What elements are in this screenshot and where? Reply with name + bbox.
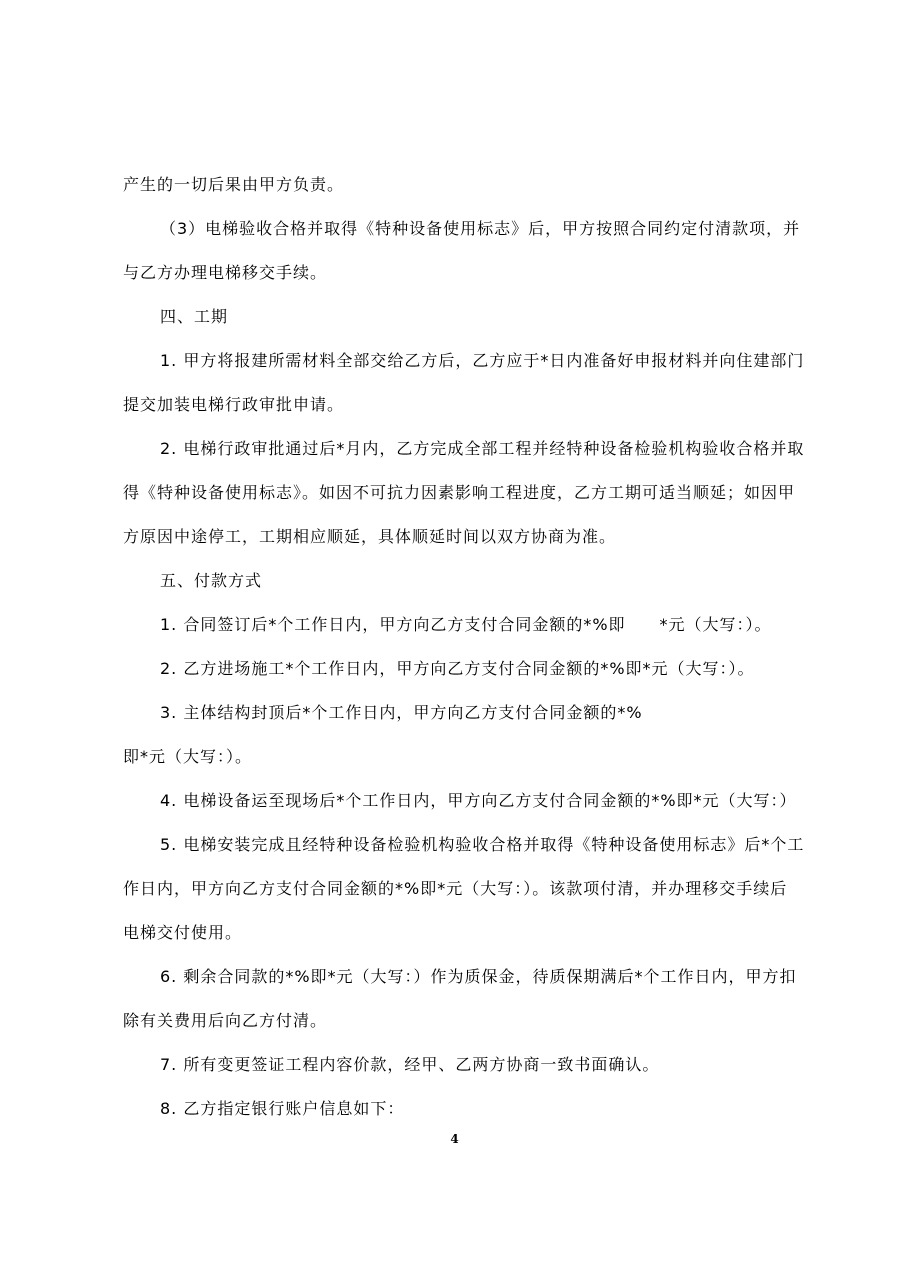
text-line: 五、付款方式 [160,571,263,590]
text-line: 2. 乙方进场施工*个工作日内，甲方向乙方支付合同金额的*%即*元（大写：）。 [160,659,755,678]
text-line: 产生的一切后果由甲方负责。 [123,175,345,194]
text-line: 除有关费用后向乙方付清。 [123,1011,328,1030]
text-line: 1. 合同签订后*个工作日内，甲方向乙方支付合同金额的*%即 *元（大写：）。 [160,615,772,634]
text-line: 6. 剩余合同款的*%即*元（大写：）作为质保金，待质保期满后*个工作日内，甲方扣 [160,967,797,986]
text-line: 7. 所有变更签证工程内容价款，经甲、乙两方协商一致书面确认。 [160,1055,660,1074]
page-number: 4 [450,1132,459,1146]
text-line: 3. 主体结构封顶后*个工作日内，甲方向乙方支付合同金额的*% [160,703,643,722]
text-line: 电梯交付使用。 [123,923,243,942]
text-line: 4. 电梯设备运至现场后*个工作日内，甲方向乙方支付合同金额的*%即*元（大写：） [160,791,797,810]
text-line: 即*元（大写：）。 [123,747,253,766]
text-line: 提交加装电梯行政审批申请。 [123,395,345,414]
text-line: 方原因中途停工，工期相应顺延，具体顺延时间以双方协商为准。 [123,527,617,546]
text-line: 与乙方办理电梯移交手续。 [123,263,328,282]
text-line: （3）电梯验收合格并取得《特种设备使用标志》后，甲方按照合同约定付清款项，并 [160,219,801,238]
text-line: 5. 电梯安装完成且经特种设备检验机构验收合格并取得《特种设备使用标志》后*个工 [160,835,805,854]
text-line: 2. 电梯行政审批通过后*月内，乙方完成全部工程并经特种设备检验机构验收合格并取 [160,439,805,458]
text-line: 8. 乙方指定银行账户信息如下： [160,1099,405,1118]
text-line: 1. 甲方将报建所需材料全部交给乙方后，乙方应于*日内准备好申报材料并向住建部门 [160,351,805,370]
text-line: 得《特种设备使用标志》。如因不可抗力因素影响工程进度，乙方工期可适当顺延；如因甲 [123,483,796,502]
text-line: 作日内，甲方向乙方支付合同金额的*%即*元（大写：）。该款项付清，并办理移交手续后 [123,879,788,898]
text-line: 四、工期 [160,307,229,326]
